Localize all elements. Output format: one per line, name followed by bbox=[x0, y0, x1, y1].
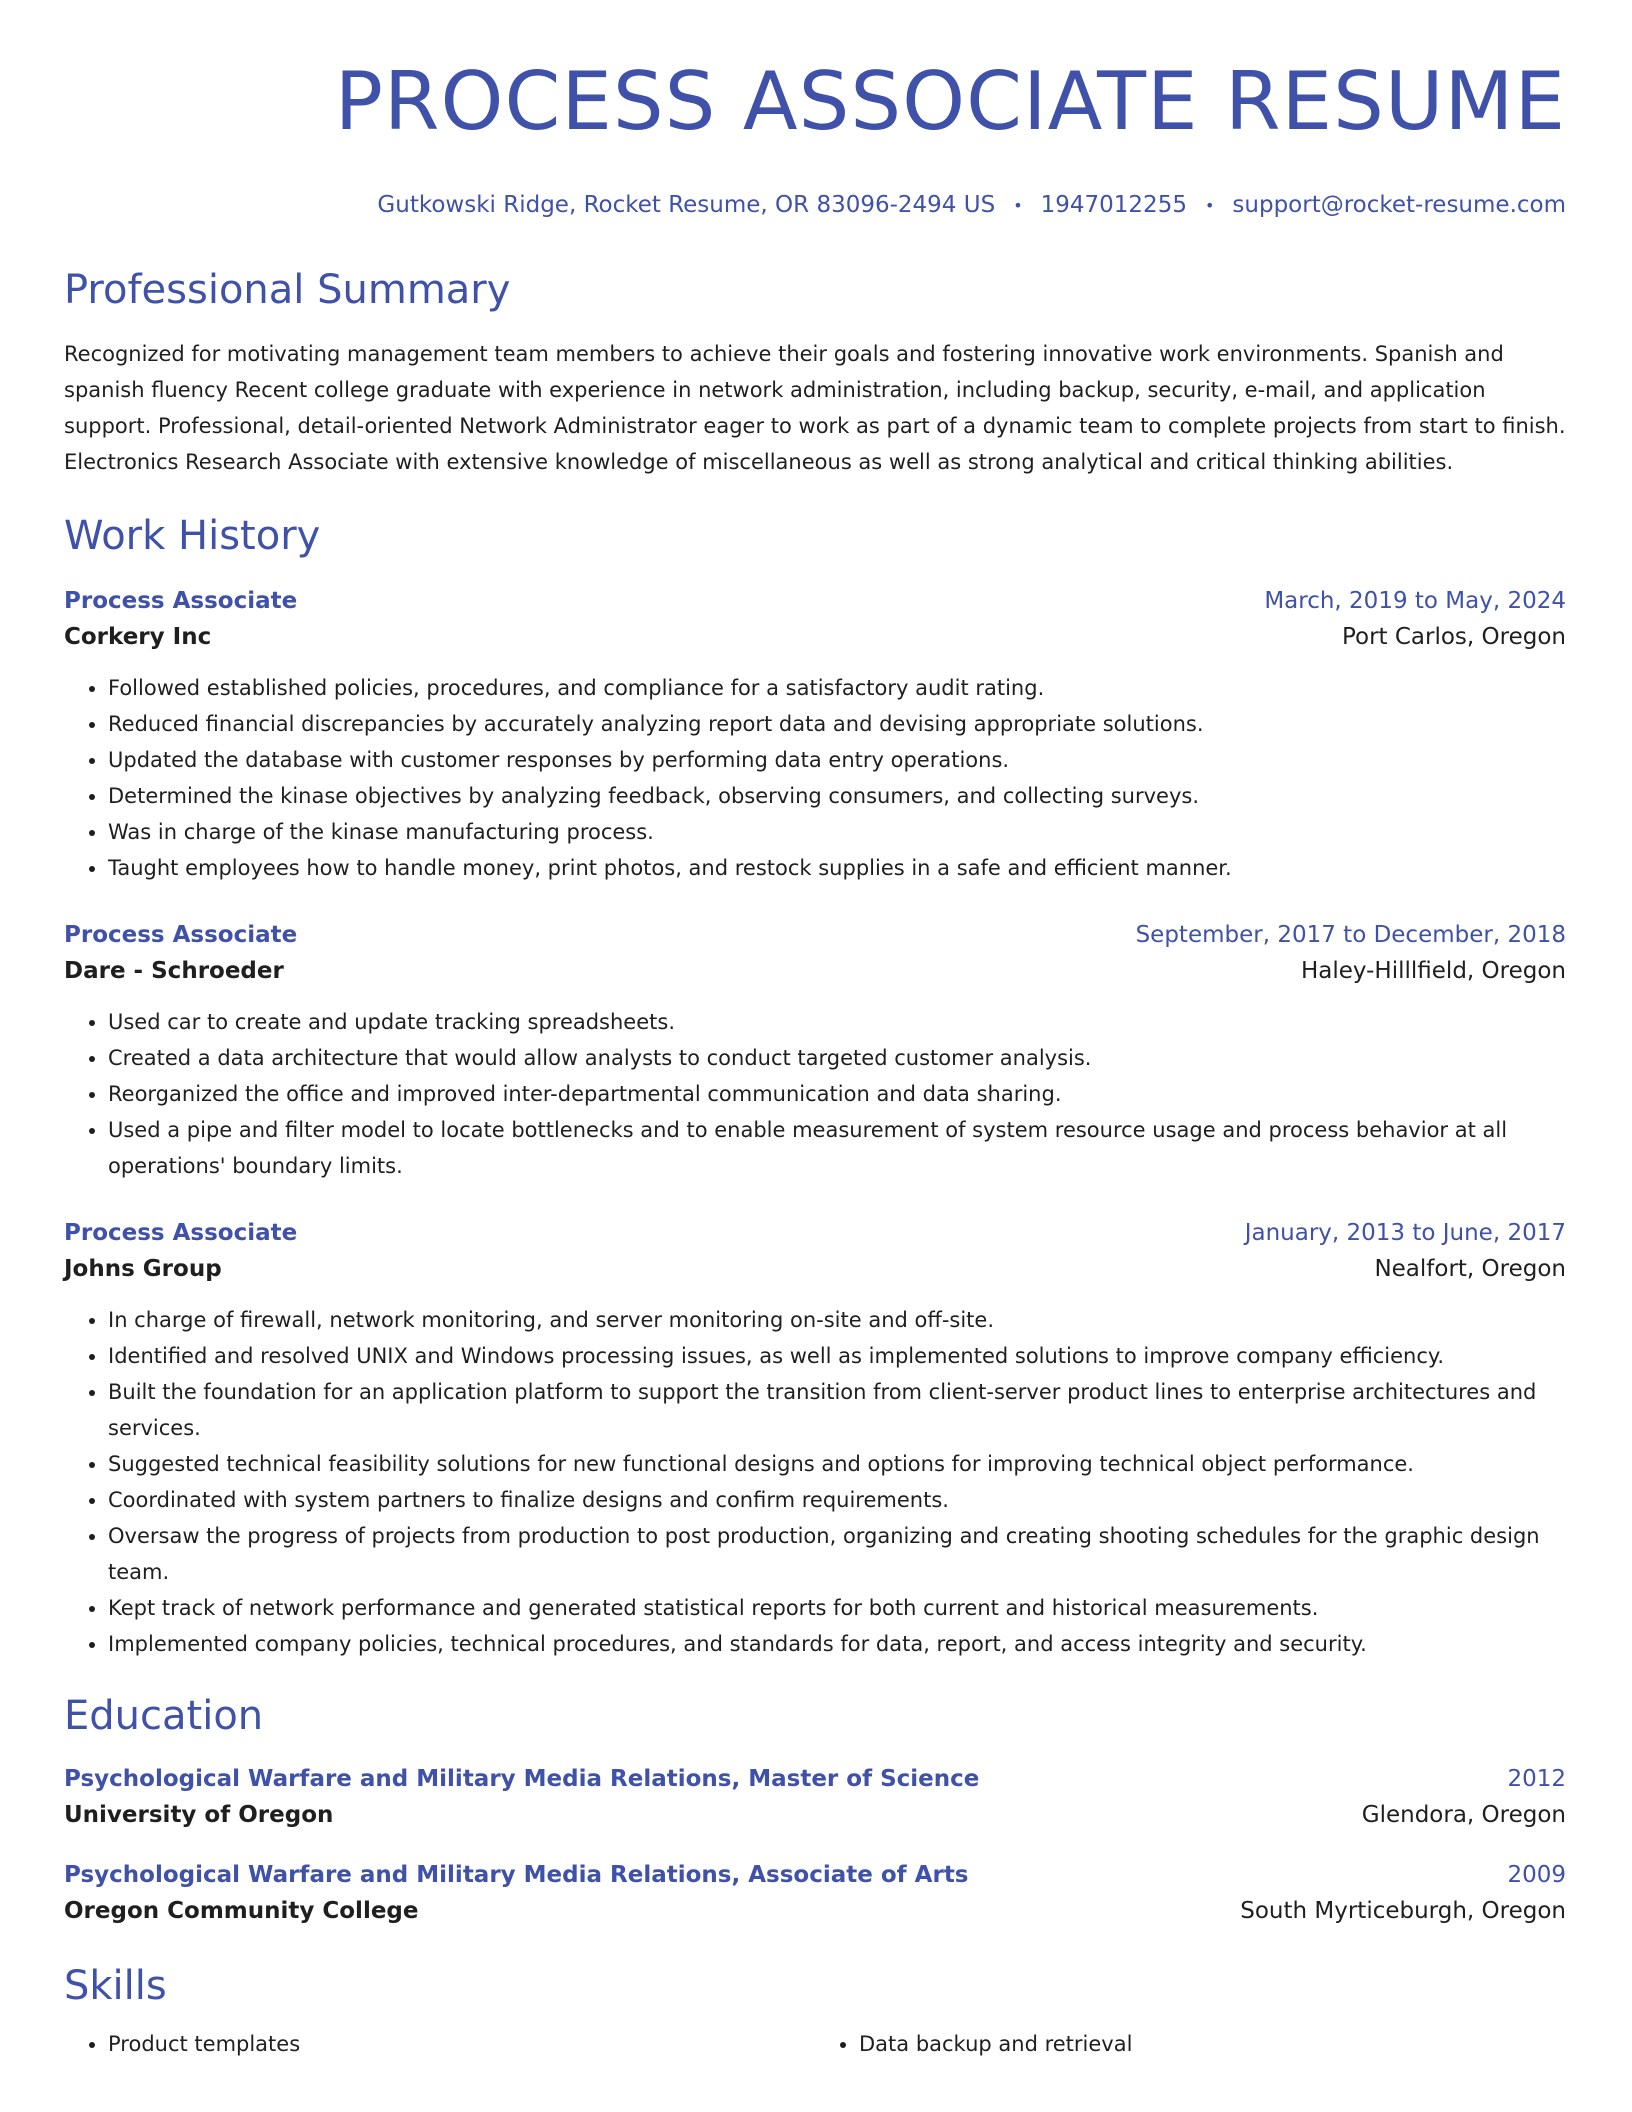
job-bullets bbox=[64, 1004, 1566, 1184]
bullet-item: • Created a data architecture that would allow analysts to conduct targeted customer analysis. bbox=[108, 1040, 1566, 1076]
section-title-skills: Skills bbox=[64, 1963, 167, 2009]
job-bullets bbox=[64, 1302, 1566, 1662]
bullet-item: • Reduced financial discrepancies by accurately analyzing report data and devising appropriate solutions. bbox=[108, 706, 1566, 742]
bullet-item: • Taught employees how to handle money, print photos, and restock supplies in a safe and efficient manner. bbox=[108, 850, 1566, 886]
job-location: Haley-Hilllfield, Oregon bbox=[1301, 958, 1566, 984]
job-company: Johns Group bbox=[64, 1256, 222, 1282]
contact-phone[interactable]: 1947012255 bbox=[1040, 192, 1187, 218]
contact-separator: • bbox=[1013, 195, 1023, 215]
bullet-item: • Coordinated with system partners to finalize designs and confirm requirements. bbox=[108, 1482, 1566, 1518]
job-location: Nealfort, Oregon bbox=[1374, 1256, 1566, 1282]
education-location: South Myrticeburgh, Oregon bbox=[1240, 1898, 1566, 1924]
education-year: 2012 bbox=[1507, 1766, 1566, 1792]
job-location: Port Carlos, Oregon bbox=[1341, 624, 1566, 650]
job-role: Process Associate bbox=[64, 922, 298, 948]
skills-column-left bbox=[64, 2026, 815, 2062]
job-entry bbox=[64, 1216, 1566, 1662]
bullet-item: • Built the foundation for an application platform to support the transition from client-server product lines to enterprise architectures and services. bbox=[108, 1374, 1566, 1446]
section-title-work-history: Work History bbox=[64, 513, 321, 559]
bullet-item: • Used car to create and update tracking spreadsheets. bbox=[108, 1004, 1566, 1040]
bullet-item: • Was in charge of the kinase manufacturing process. bbox=[108, 814, 1566, 850]
bullet-item: • Determined the kinase objectives by analyzing feedback, observing consumers, and collecting surveys. bbox=[108, 778, 1566, 814]
bullet-item: • Reorganized the office and improved inter-departmental communication and data sharing. bbox=[108, 1076, 1566, 1112]
education-entry bbox=[64, 1762, 1566, 1834]
job-company: Corkery Inc bbox=[64, 624, 212, 650]
bullet-item: • Suggested technical feasibility solutions for new functional designs and options for improving technical object performance. bbox=[108, 1446, 1566, 1482]
skill-item: • Product templates bbox=[108, 2026, 815, 2062]
resume-title: PROCESS ASSOCIATE RESUME bbox=[334, 55, 1566, 148]
job-company: Dare - Schroeder bbox=[64, 958, 284, 984]
job-dates: March, 2019 to May, 2024 bbox=[1264, 588, 1566, 614]
contact-address: Gutkowski Ridge, Rocket Resume, OR 83096-2494 US bbox=[377, 192, 996, 218]
bullet-item: • In charge of firewall, network monitoring, and server monitoring on-site and off-site. bbox=[108, 1302, 1566, 1338]
bullet-item: • Oversaw the progress of projects from production to post production, organizing and creating shooting schedules for the graphic design team. bbox=[108, 1518, 1566, 1590]
bullet-item: • Implemented company policies, technical procedures, and standards for data, report, and access integrity and security. bbox=[108, 1626, 1566, 1662]
contact-email[interactable]: support@rocket-resume.com bbox=[1232, 192, 1566, 218]
bullet-item: • Identified and resolved UNIX and Windows processing issues, as well as implemented solutions to improve company efficiency. bbox=[108, 1338, 1566, 1374]
bullet-item: • Used a pipe and filter model to locate bottlenecks and to enable measurement of system resource usage and process behavior at all operations' boundary limits. bbox=[108, 1112, 1566, 1184]
education-school: University of Oregon bbox=[64, 1802, 334, 1828]
education-degree: Psychological Warfare and Military Media Relations, Master of Science bbox=[64, 1766, 980, 1792]
section-title-education: Education bbox=[64, 1693, 264, 1739]
skills-column-right bbox=[815, 2026, 1566, 2062]
contact-line bbox=[64, 192, 1566, 218]
section-title-summary: Professional Summary bbox=[64, 267, 511, 313]
education-location: Glendora, Oregon bbox=[1361, 1802, 1566, 1828]
job-dates: September, 2017 to December, 2018 bbox=[1135, 922, 1566, 948]
job-role: Process Associate bbox=[64, 1220, 298, 1246]
bullet-item: • Updated the database with customer responses by performing data entry operations. bbox=[108, 742, 1566, 778]
job-dates: January, 2013 to June, 2017 bbox=[1244, 1220, 1566, 1246]
job-entry bbox=[64, 918, 1566, 1184]
education-entry bbox=[64, 1858, 1566, 1930]
job-bullets bbox=[64, 670, 1566, 886]
summary-text: Recognized for motivating management team members to achieve their goals and fostering innovative work environments. Spanish and spanish fluency Recent college graduate with experience in network administration, including backup, security, e-mail, and application support. Professional, detail-oriented Network Administrator eager to work as part of a dynamic team to complete projects from start to finish. Electronics Research Associate with extensive knowledge of miscellaneous as well as strong analytical and critical thinking abilities. bbox=[64, 342, 1566, 474]
job-entry bbox=[64, 584, 1566, 886]
bullet-item: • Followed established policies, procedures, and compliance for a satisfactory audit rating. bbox=[108, 670, 1566, 706]
skills-grid bbox=[64, 2026, 1566, 2062]
contact-separator: • bbox=[1204, 195, 1215, 215]
skill-item: • Data backup and retrieval bbox=[859, 2026, 1566, 2062]
job-role: Process Associate bbox=[64, 588, 298, 614]
education-school: Oregon Community College bbox=[64, 1898, 419, 1924]
education-year: 2009 bbox=[1507, 1862, 1566, 1888]
education-degree: Psychological Warfare and Military Media Relations, Associate of Arts bbox=[64, 1862, 969, 1888]
bullet-item: • Kept track of network performance and generated statistical reports for both current and historical measurements. bbox=[108, 1590, 1566, 1626]
